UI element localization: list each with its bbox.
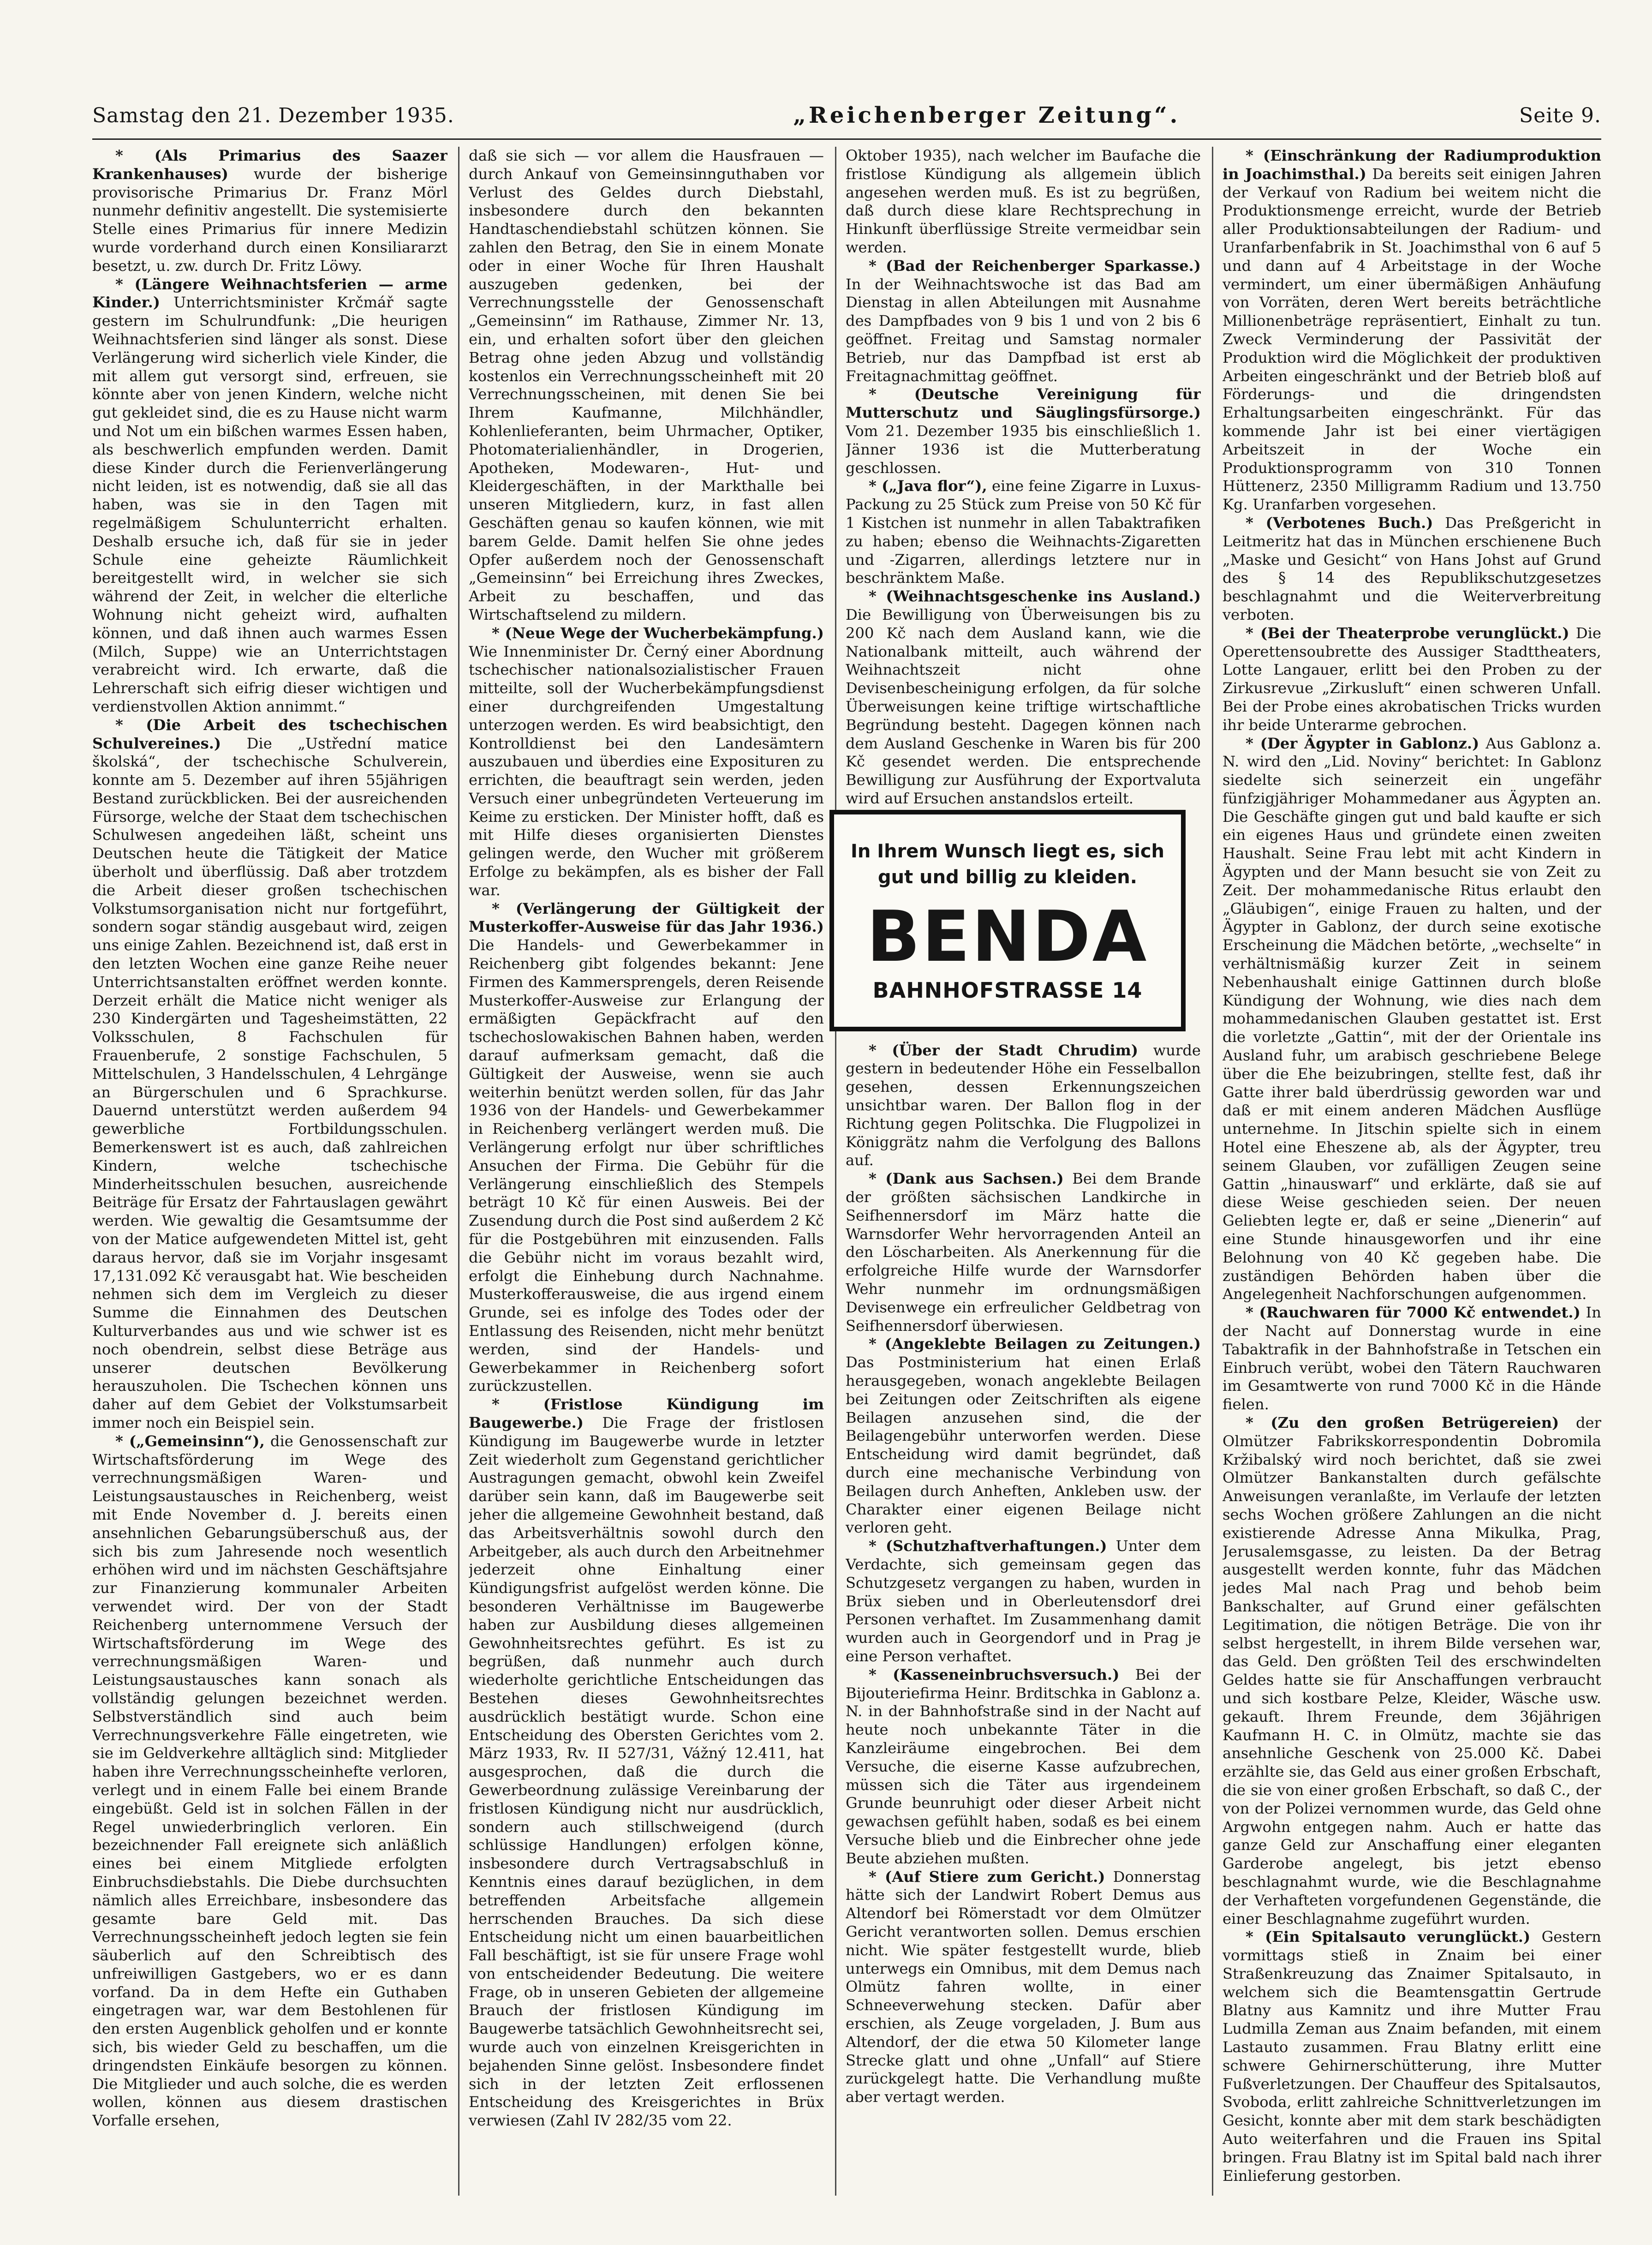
article-heading: * (Neue Wege der Wucherbekämpfung.) [492,624,824,642]
article-body: wurde der bisherige provisorische Primarius Dr. Franz Mörl nunmehr definitiv angestellt. Die systemisierte Stelle eines Primarius für innere Medizin wurde vorderhand durch einen Konsiliararzt besetzt, u. zw. durch Dr. Fritz Löwy. [92,165,447,275]
article [846,385,1201,477]
column-1 [92,147,447,2196]
text-columns [92,147,1601,2196]
article [1223,514,1601,624]
header-rule [92,138,1601,140]
ad-brand: BENDA [866,896,1149,977]
article-heading: * (Angeklebte Beilagen zu Zeitungen.) [869,1335,1201,1353]
article-body: wurde gestern in bedeutender Höhe ein Fesselballon gesehen, dessen Erkennungszeichen unsichtbar waren. Der Ballon flog in der Richtung gegen Politschka. Die Flugpolizei in Königgrätz nahm die Verfolgung des Ballons auf. [846,1041,1201,1169]
article [846,477,1201,587]
ad-slogan [834,838,1181,890]
benda-advertisement [829,810,1186,1031]
article-heading: * (Über der Stadt Chrudim) [869,1041,1139,1059]
ad-slogan-line: gut und billig zu kleiden. [878,867,1137,888]
article-heading: * (Verbotenes Buch.) [1246,514,1433,532]
article [92,147,447,275]
article-heading: * (Bei der Theaterprobe verunglückt.) [1246,624,1569,642]
column-4 [1223,147,1601,2196]
article-heading: * (Weihnachtsgeschenke ins Ausland.) [869,587,1201,605]
article-heading: * (Die Arbeit des tschechischen Schulvereines.) [92,716,447,752]
article-heading: * (Bad der Reichenberger Sparkasse.) [869,257,1201,275]
article [92,1432,447,2130]
column-divider [458,147,459,2196]
article [469,1395,824,2130]
article [1223,1414,1601,1928]
article [846,147,1201,257]
article [1223,1928,1601,2185]
article-body: Da bereits seit einigen Jahren der Verkauf von Radium bei weitem nicht die Produktionsmenge erreicht, wurde der Betrieb aller Produktionsabteilungen der Radium- und Uranfarbenfabrik in St. Joachimsthal von 6 auf 5 und dann auf 4 Arbeitstage in der Woche vermindert, um einer übermäßigen Anhäufung von Vorräten, deren Wert bereits beträchtliche Millionenbeträge repräsentiert, Einhalt zu tun. Zweck Verminderung der Passivität der Produktion wird die Möglichkeit der produktiven Arbeiten eingeschränkt und der Betrieb bloß auf Förderungs- und die dringendsten Erhaltungsarbeiten eingeschränkt. Für das kommende Jahr ist bei einer viertägigen Arbeitszeit in der Woche ein Produktionsprogramm von 310 Tonnen Hüttenerz, 2350 Milligramm Radium und 13.750 Kg. Uranfarben vorgesehen. [1223,165,1601,514]
article-heading: * (Ein Spitalsauto verunglückt.) [1246,1928,1531,1946]
article-body: Die Operettensoubrette des Aussiger Stadttheaters, Lotte Langauer, erlitt bei den Proben zu der Zirkusrevue „Zirkusluft“ einen schweren Unfall. Bei der Probe eines akrobatischen Tricks wurden ihr beide Unterarme gebrochen. [1223,624,1601,734]
article [1223,624,1601,735]
article-body: Aus Gablonz a. N. wird den „Lid. Noviny“ berichtet: In Gablonz siedelte sich seinerzeit ein ungefähr fünfzigjähriger Mohammedaner aus Ägypten an. Die Geschäfte gingen gut und bald kaufte er sich ein eigenes Haus und gründete einen zweiten Haushalt. Seine Frau lebt mit acht Kindern in Ägypten und der Mann besucht sie von Zeit zu Zeit. Der mohammedanische Ritus erlaubt den „Gläubigen“, einige Frauen zu halten, und der Ägypter in Gablonz, der durch seine exotische Erscheinung die Mädchen betörte, „wechselte“ in verhältnismäßig kurzer Zeit in seinem Nebenhaushalt einige Gattinnen durch bloße Kündigung der Wohnung, wie dies nach dem mohammedanischen Glauben gestattet ist. Erst die vorletzte „Gattin“, mit der der Orientale ins Ausland fuhr, um arabisch geschriebene Belege über die Ehe beizubringen, stellte fest, daß ihr Gatte ihrer bald überdrüssig geworden war und daß er mit einem anderen Mädchen Ausflüge unternehme. In Jitschin spielte sich in einem Hotel eine Eheszene ab, als der Ägypter, treu seinem Glauben, vor zufälligen Zeugen seine Gattin „hinauswarf“ und erklärte, daß sie auf diese Weise geschieden seien. Der neuen Geliebten legte er, daß er seine „Dienerin“ auf eine Stunde hinausgeworfen und ihr eine Belohnung von 40 Kč gegeben habe. Die zuständigen Behörden haben über die Angelegenheit Nachforschungen aufgenommen. [1223,734,1601,1303]
article-body: Die Bewilligung von Überweisungen bis zu 200 Kč nach dem Ausland kann, wie die Nationalbank mitteilt, auch während der Weihnachtszeit nicht ohne Devisenbescheinigung erfolgen, da für solche Überweisungen keine triftige wirtschaftliche Begründung besteht. Dagegen können nach dem Ausland Geschenke in Waren bis für 200 Kč gesendet werden. Die entsprechende Bewilligung zur Ausführung der Exportvaluta wird auf Ersuchen anstandslos erteilt. [846,605,1201,807]
article-body: Oktober 1935), nach welcher im Baufache die fristlose Kündigung als allgemein üblich angesehen werden muß. Es ist zu begrüßen, daß durch diese klare Rechtsprechung in Hinkunft überflüssige Streite vermeidbar sein werden. [846,147,1201,256]
article-heading: * („Gemeinsinn“), [115,1432,265,1450]
article [1223,147,1601,514]
article-heading: * (Verlängerung der Gültigkeit der Musterkoffer-Ausweise für das Jahr 1936.) [469,899,824,936]
column-divider [1212,147,1213,2196]
article [846,1666,1201,1868]
ad-address: BAHNHOFSTRASSE 14 [872,978,1143,1003]
article-body: Unterrichtsminister Krčmář sagte gestern im Schulrundfunk: „Die heurigen Weihnachtsferien sind länger als sonst. Diese Verlängerung wird sicherlich viele Kinder, die mit allem gut versorgt sind, erfreuen, sie könnte aber von jenen Kindern, welche nicht gut gekleidet sind, die es zu Hause nicht warm und Not um ein bißchen warmes Essen haben, als beschwerlich empfunden werden. Damit diese Kinder durch die Ferienverlängerung nicht leiden, ist es notwendig, daß sie all das haben, was sie in den Tagen mit regelmäßigem Schulunterricht erhalten. Deshalb ersuche ich, daß für sie in jeder Schule eine geheizte Räumlichkeit bereitgestellt wird, in welcher sie sich während der Zeit, in welcher die elterliche Wohnung nicht geheizt wird, aufhalten können, und daß ihnen auch warmes Essen (Milch, Suppe) wie an Unterrichtstagen verabreicht wird. Ich erwarte, daß die Lehrerschaft sich eifrig dieser wichtigen und verdienstvollen Aktion annimmt.“ [92,293,447,715]
article-body: daß sie sich — vor allem die Hausfrauen — durch Ankauf von Gemeinsinnguthaben vor Verlust des Geldes durch Diebstahl, insbesondere durch den bekannten Handtaschendiebstahl schützen können. Sie zahlen den Betrag, den Sie in einem Monate oder in einer Woche für Ihren Haushalt auszugeben gedenken, bei der Verrechnungsstelle der Genossenschaft „Gemeinsinn“ im Rathause, Zimmer Nr. 13, ein, und erhalten sofort über den gleichen Betrag ohne jeden Abzug und vollständig kostenlos ein Verrechnungsscheinheft mit 20 Verrechnungsscheinen, mit denen Sie bei Ihrem Kaufmanne, Milchhändler, Kohlenlieferanten, beim Uhrmacher, Optiker, Photomaterialienhändler, in Drogerien, Apotheken, Modewaren-, Hut- und Kleidergeschäften, in der Markthalle bei unseren Mitgliedern, kurz, in fast allen Geschäften genau so kaufen können, wie mit barem Gelde. Damit helfen Sie ohne jedes Opfer außerdem noch der Genossenschaft „Gemeinsinn“ bei Erreichung ihres Zweckes, Arbeit zu beschaffen, und das Wirtschaftselend zu mildern. [469,147,824,623]
article [1223,735,1601,1304]
article [846,1335,1201,1537]
article-heading: * (Schutzhaftverhaftungen.) [869,1537,1107,1555]
article [846,1868,1201,2107]
article-body: der Olmützer Fabrikskorrespondentin Dobromila Kržibalský wird noch berichtet, daß sie zwei Olmützer Bankanstalten durch gefälschte Anweisungen veranlaßte, im Verlaufe der letzten sechs Wochen größere Zahlungen an die nicht existierende Adresse Anna Mikulka, Prag, Jerusalemsgasse, zu leisten. Da der Betrag ausgestellt werden konnte, fuhr das Mädchen jedes Mal nach Prag und behob beim Bankschalter, auf Grund einer gefälschten Legitimation, die nötigen Beträge. Die von ihr selbst hergestellt, in ihrem Bilde versehen war, das Geld. Den größten Teil des erschwindelten Geldes hatte sie für Anschaffungen verbraucht und sich kostbare Pelze, Kleider, Wäsche usw. gekauft. Ihrem Freunde, dem 36jährigen Kaufmann H. C. in Olmütz, machte sie das ansehnliche Geschenk von 25.000 Kč. Dabei erzählte sie, das Geld aus einer großen Erbschaft, die sie von einer großen Erbschaft, so daß C., der von der Polizei vernommen wurde, das Geld ohne Argwohn entgegen nahm. Auch er hatte das ganze Geld zur Anschaffung einer eleganten Garderobe angelegt, bis jetzt ebenso beschlagnahmt wurde, wie die Beschlagnahme der Verhafteten vorgefundenen Gegenstände, die einer Beschlagnahme zugeführt wurden. [1223,1413,1601,1928]
article-body: Gestern vormittags stieß in Znaim bei einer Straßenkreuzung das Znaimer Spitalsauto, in welchem sich die Beamtensgattin Gertrude Blatny aus Kamnitz und ihre Mutter Frau Ludmilla Zeman aus Znaim befanden, mit einem Lastauto zusammen. Frau Blatny erlitt eine schwere Gehirnerschütterung, ihre Mutter Fußverletzungen. Der Chauffeur des Spitalsautos, Svoboda, erlitt zahlreiche Schnittverletzungen im Gesicht, konnte aber mit dem stark beschädigten Auto weiterfahren und die Frauen ins Spital bringen. Frau Blatny ist im Spital bald nach ihrer Einlieferung gestorben. [1223,1928,1601,2185]
article [846,257,1201,386]
article-body: eine feine Zigarre in Luxus-Packung zu 25 Stück zum Preise von 50 Kč für 1 Kistchen ist nunmehr in allen Tabaktrafiken zu haben; ebenso die Weihnachts-Zigaretten und -Zigarren, allerdings letztere nur in beschränktem Maße. [846,477,1201,587]
article-heading: * (Zu den großen Betrügereien) [1246,1413,1559,1431]
article-heading: * (Als Primarius des Saazer Krankenhauses) [92,147,447,183]
article-body: In der Weihnachtswoche ist das Bad am Dienstag in allen Abteilungen mit Ausnahme des Dampfbades von 9 bis 1 und von 2 bis 6 geöffnet. Freitag und Samstag normaler Betrieb, nur das Dampfbad ist erst ab Freitagnachmittag geöffnet. [846,275,1201,385]
column-2 [469,147,824,2196]
page-number: Seite 9. [1519,103,1601,127]
article-heading: * (Auf Stiere zum Gericht.) [869,1868,1105,1886]
article-heading: * (Einschränkung der Radiumproduktion in Joachimsthal.) [1223,147,1601,183]
article [1223,1304,1601,1414]
article-heading: * (Dank aus Sachsen.) [869,1170,1064,1188]
article-body: Unter dem Verdachte, sich gemeinsam gegen das Schutzgesetz vergangen zu haben, wurden in Brüx sieben und in Oberleutensdorf drei Personen verhaftet. Im Zusammenhang damit wurden auch in Georgendorf und in Prag je eine Person verhaftet. [846,1537,1201,1665]
article-heading: * (Kasseneinbruchsversuch.) [869,1665,1120,1683]
article [469,147,824,624]
article-body: Die Handels- und Gewerbekammer in Reichenberg gibt folgendes bekannt: Jene Firmen des Kammersprengels, deren Reisende Musterkoffer-Ausweise zur Erlangung der ermäßigten Gepäckfracht auf den tschechoslowakischen Bahnen haben, werden darauf aufmerksam gemacht, daß die Gültigkeit der Ausweise, wenn sie auch weiterhin benützt werden sollen, für das Jahr 1936 von der Handels- und Gewerbekammer in Reichenberg verlängert werden muß. Die Verlängerung erfolgt nur über schriftliches Ansuchen der Firma. Die Gebühr für die Verlängerung einschließlich des Stempels beträgt 10 Kč für einen Ausweis. Bei der Zusendung durch die Post sind außerdem 2 Kč für die Postgebühren mit einzusenden. Falls die Gebühr nicht im voraus bezahlt wird, erfolgt die Einhebung durch Nachnahme. Musterkofferausweise, die aus irgend einem Grunde, sei es infolge des Todes oder der Entlassung des Reisenden, nicht mehr benützt werden, sind der Handels- und Gewerbekammer in Reichenberg sofort zurückzustellen. [469,936,824,1395]
ad-slogan-line: In Ihrem Wunsch liegt es, sich [850,841,1165,862]
article-body: Wie Innenminister Dr. Černý einer Abordnung tschechischer nationalsozialistischer Frauen mitteilte, soll der Wucherbekämpfungsdienst einer durchgreifenden Umgestaltung unterzogen werden. Es wird beabsichtigt, den Kontrolldienst bei den Landesämtern auszubauen und überdies eine Exposituren zu errichten, die beauftragt sein werden, jeden Versuch einer unbegründeten Verteuerung im Keime zu ersticken. Der Minister hofft, daß es mit Hilfe dieses organisierten Dienstes gelingen werde, den Wucher mit größerem Erfolge zu bekämpfen, als es bisher der Fall war. [469,642,824,899]
article-body: Vom 21. Dezember 1935 bis einschließlich 1. Jänner 1936 ist die Mutterberatung geschlossen. [846,422,1201,477]
article-body: Das Preßgericht in Leitmeritz hat das in München erschienene Buch „Maske und Gesicht“ von Hans Johst auf Grund des § 14 des Republikschutzgesetzes beschlagnahmt und die Weiterverbreitung verboten. [1223,514,1601,623]
issue-date: Samstag den 21. Dezember 1935. [92,103,454,127]
paper-title: „Reichenberger Zeitung“. [793,102,1181,128]
article [92,716,447,1432]
article-body: Donnerstag hätte sich der Landwirt Robert Demus aus Altendorf bei Römerstadt vor dem Olmützer Gericht verantworten sollen. Demus erschien nicht. Wie später festgestellt wurde, blieb unterwegs ein Omnibus, mit dem Demus nach Olmütz fahren wollte, in einer Schneeverwehung stecken. Dafür aber erschien, als Zeuge vorgeladen, J. Bum aus Altendorf, der die etwa 50 Kilometer lange Strecke glatt und ohne „Unfall“ auf Stiere zurückgelegt hatte. Die Verhandlung mußte aber vertagt werden. [846,1868,1201,2106]
column-divider [835,147,836,2196]
article [846,587,1201,808]
article-body: Bei dem Brande der größten sächsischen Landkirche in Seifhennersdorf im März hatte die Warnsdorfer Wehr hervorragenden Anteil an den Löscharbeiten. Als Anerkennung für die erfolgreiche Hilfe wurde der Warnsdorfer Wehr nunmehr im ordnungsmäßigen Devisenwege ein erfreulicher Geldbetrag von Seifhennersdorf überwiesen. [846,1170,1201,1335]
article-heading: * (Rauchwaren für 7000 Kč entwendet.) [1246,1304,1580,1322]
article-body: Die „Ustřední matice školská“, der tschechische Schulverein, konnte am 5. Dezember auf ihren 55jährigen Bestand zurückblicken. Bei der ausreichenden Fürsorge, welche der Staat dem tschechischen Schulwesen angedeihen läßt, scheint uns Deutschen heute die Tätigkeit der Matice überholt und überflüssig. Daß aber trotzdem die Arbeit dieser großen tschechischen Volkstumsorganisation nicht nur fortgeführt, sondern sogar ständig ausgebaut wird, zeigen uns einige Zahlen. Bezeichnend ist, daß erst in den letzten Wochen eine ganze Reihe neuer Unterrichtsanstalten eröffnet werden konnte. Derzeit erhält die Matice nicht weniger als 230 Kindergärten und Tagesheimstätten, 22 Volksschulen, 8 Fachschulen für Frauenberufe, 2 sonstige Fachschulen, 5 Mittelschulen, 3 Handelsschulen, 4 Lehrgänge an Bürgerschulen und 6 Sprachkurse. Dauernd unterstützt werden außerdem 94 gewerbliche Fortbildungsschulen. Bemerkenswert ist es auch, daß zahlreichen Kindern, welche tschechische Minderheitsschulen besuchen, ausreichende Beiträge für Ersatz der Fahrtauslagen gewährt werden. Wie gewaltig die Gesamtsumme der von der Matice aufgewendeten Mittel ist, geht daraus hervor, daß sie im Vorjahr insgesamt 17,131.092 Kč verausgabt hat. Wie bescheiden nehmen sich dem im Vergleich zu dieser Summe die Einnahmen des Deutschen Kulturverbandes aus und wie schwer ist es noch obendrein, selbst diese Beträge aus unserer deutschen Bevölkerung herauszuholen. Die Tschechen können uns daher auf dem Gebiet der Volkstumsarbeit immer noch ein Beispiel sein. [92,734,447,1431]
article-body: Die Frage der fristlosen Kündigung im Baugewerbe wurde in letzter Zeit wiederholt zum Gegenstand gerichtlicher Austragungen gemacht, obwohl kein Zweifel darüber sein kann, daß im Baugewerbe seit jeher die allgemeine Gewohnheit bestand, daß das Arbeitsverhältnis sowohl durch den Arbeitgeber, als auch durch den Arbeitnehmer jederzeit ohne Einhaltung einer Kündigungsfrist aufgelöst werden könne. Die besonderen Verhältnisse im Baugewerbe haben zur Ausbildung dieses allgemeinen Gewohnheitsrechtes geführt. Es ist zu begrüßen, daß nunmehr auch durch wiederholte gerichtliche Entscheidungen das Bestehen dieses Gewohnheitsrechtes ausdrücklich bestätigt wurde. Schon eine Entscheidung des Obersten Gerichtes vom 2. März 1933, Rv. II 527/31, Vážný 12.411, hat ausgesprochen, daß die durch die Gewerbeordnung zulässige Vereinbarung der fristlosen Kündigung nicht nur ausdrücklich, sondern auch stillschweigend (durch schlüssige Handlungen) erfolgen könne, insbesondere durch Vertragsabschluß in Kenntnis eines darauf bezüglichen, in dem betreffenden Arbeitsfache allgemein herrschenden Brauches. Da sich diese Entscheidung nicht um einen bauarbeitlichen Fall beschäftigt, ist sie für unsere Frage wohl von entscheidender Bedeutung. Die weitere Frage, ob in unseren Gebieten der allgemeine Brauch der fristlosen Kündigung im Baugewerbe tatsächlich Gewohnheitsrecht sei, wurde auch von einzelnen Kreisgerichten in bejahenden Sinne gelöst. Insbesondere findet sich in der letzten Zeit erflossenen Entscheidung des Kreisgerichtes in Brüx verwiesen (Zahl IV 282/35 vom 22. [469,1413,824,2130]
article-body: Das Postministerium hat einen Erlaß herausgegeben, wonach angeklebte Beilagen bei Zeitungen oder Zeitschriften als eigene Beilagen anzusehen sind, die der Beilagengebühr unterworfen werden. Diese Entscheidung wird damit begründet, daß durch eine mechanische Verbindung von Beilagen durch Anheften, Ankleben usw. der Charakter einer eigenen Beilage nicht verloren geht. [846,1353,1201,1537]
article [846,1042,1201,1170]
column-3 [846,147,1201,2196]
article-heading: * (Deutsche Vereinigung für Mutterschutz und Säuglingsfürsorge.) [846,385,1201,422]
article-heading: * (Der Ägypter in Gablonz.) [1246,734,1479,752]
article-heading: * (Längere Weihnachtsferien — arme Kinder.) [92,275,447,311]
article [469,624,824,900]
article [469,900,824,1396]
article-heading: * („Java flor“), [869,477,987,495]
article [846,1537,1201,1666]
article [92,275,447,716]
article [846,1170,1201,1335]
article-heading: * (Fristlose Kündigung im Baugewerbe.) [469,1395,824,1431]
article-body: In der Nacht auf Donnerstag wurde in eine Tabaktrafik in der Bahnhofstraße in Tetschen ein Einbruch verübt, wobei den Tätern Rauchwaren im Gesamtwerte von rund 7000 Kč in die Hände fielen. [1223,1304,1601,1413]
article-body: die Genossenschaft zur Wirtschaftsförderung im Wege des verrechnungsmäßigen Waren- und Leistungsaustausches in Reichenberg, weist mit Ende November d. J. bereits einen ansehnlichen Gebarungsüberschuß aus, der sich bis zum Jahresende noch wesentlich erhöhen wird und im nächsten Geschäftsjahre zur Finanzierung kommunaler Arbeiten verwendet wird. Der von der Stadt Reichenberg unternommene Versuch der Wirtschaftsförderung im Wege des verrechnungsmäßigen Waren- und Leistungsaustausches kann sonach als vollständig gelungen bezeichnet werden. Selbstverständlich sind auch beim Verrechnungsverkehre Fälle eingetreten, wie sie im Geldverkehre alltäglich sind: Mitglieder haben ihre Verrechnungsscheinhefte verloren, verlegt und in einem Falle bei einem Brande eingebüßt. Geld ist in solchen Fällen in der Regel unwiederbringlich verloren. Ein bezeichnender Fall ereignete sich anläßlich eines bei einem Mitgliede erfolgten Einbruchsdiebstahls. Die Diebe durchsuchten nämlich alles Erreichbare, insbesondere das gesamte bare Geld mit. Das Verrechnungsscheinheft jedoch legten sie fein säuberlich auf den Schreibtisch des unfreiwilligen Gastgebers, wo er es dann vorfand. Da in dem Hefte ein Guthaben eingetragen war, war dem Bestohlenen für den ersten Augenblick geholfen und er konnte sich, bis wieder Geld zu beschaffen, um die dringendsten Einkäufe besorgen zu können. Die Mitglieder und auch solche, die es werden wollen, können aus diesem drastischen Vorfalle ersehen, [92,1432,447,2130]
article-body: Bei der Bijouteriefirma Heinr. Brditschka in Gablonz a. N. in der Bahnhofstraße sind in der Nacht auf heute noch unbekannte Täter in die Kanzleiräume eingebrochen. Bei dem Versuche, die eiserne Kasse aufzubrechen, müssen sich die Täter aus irgendeinem Grunde beunruhigt oder dieser Arbeit nicht gewachsen gefühlt haben, sodaß es bei einem Versuche blieb und die Einbrecher ohne jede Beute abziehen mußten. [846,1665,1201,1867]
page-header [92,97,1601,134]
